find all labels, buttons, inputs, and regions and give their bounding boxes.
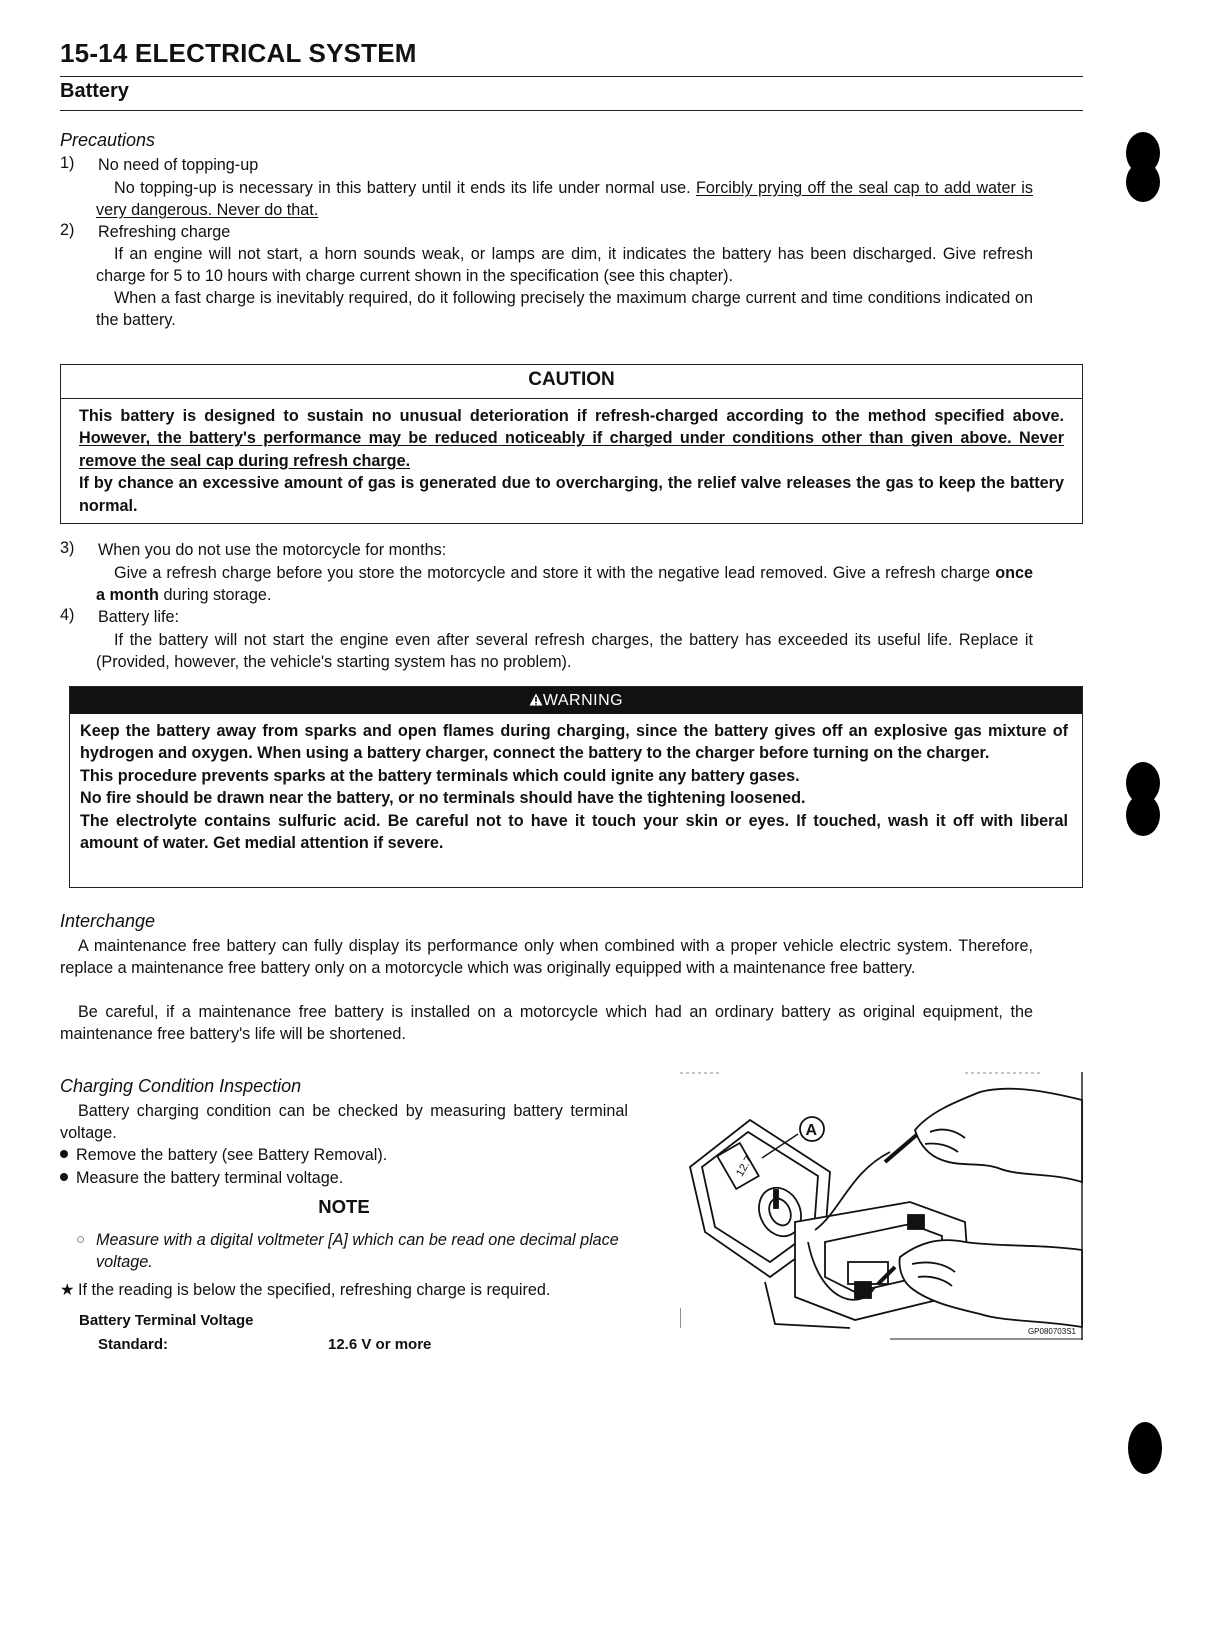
warning-heading-bar [70, 687, 1082, 714]
item-1-body-underlined: Forcibly prying off the seal cap to add water is very dangerous. Never do that. [96, 179, 1033, 219]
warning-paragraph: Keep the battery away from sparks and open flames during charging, since the battery gives off an explosive gas mixture of hydrogen and oxygen. When using a battery charger, connect the battery to the charger before turning on the charger. [80, 722, 1068, 763]
item-4-title: Battery life: [98, 608, 179, 626]
section-rule [60, 110, 1083, 111]
note-marker: ○ [76, 1231, 86, 1248]
item-3-body-b: during storage. [158, 586, 272, 604]
item-3-body-a: Give a refresh charge before you store the motorcycle and store it with the negative lead removed. Give a refresh charge [114, 564, 996, 582]
bullet-icon [60, 1173, 68, 1181]
figure-code: GP080703S1 [1027, 1327, 1076, 1336]
page-title: 15-14 ELECTRICAL SYSTEM [60, 38, 417, 68]
binding-hole-mark [1126, 794, 1160, 836]
item-1-number: 1) [60, 154, 75, 172]
warning-heading: WARNING [542, 692, 624, 709]
item-3-body [96, 562, 1033, 606]
caution-heading: CAUTION [528, 369, 615, 390]
caution-body [79, 405, 1064, 517]
item-2-para1: If an engine will not start, a horn sounds weak, or lamps are dim, it indicates the battery has been discharged. Give refresh charge for 5 to 10 hours with charge current shown in the specification (see this chapter). [96, 245, 1033, 285]
item-2-title: Refreshing charge [98, 223, 231, 241]
interchange-para1: A maintenance free battery can fully display its performance only when combined with a proper vehicle electric system. Therefore, replace a maintenance free battery only on a motorcycle which was originally equipped with a maintenance free battery. [60, 937, 1033, 977]
warning-box [69, 686, 1083, 888]
voltmeter-illustration [680, 1072, 1083, 1340]
charging-heading: Charging Condition Inspection [60, 1076, 302, 1096]
bullet-text: Remove the battery (see Battery Removal). [76, 1146, 388, 1164]
item-4-number: 4) [60, 606, 75, 624]
caution-separator [61, 398, 1082, 399]
item-3-title: When you do not use the motorcycle for months: [98, 541, 447, 559]
charging-bullet [60, 1167, 343, 1189]
star-text: If the reading is below the specified, refreshing charge is required. [78, 1281, 551, 1299]
spec-value: 12.6 V or more [328, 1336, 432, 1353]
warning-paragraph: This procedure prevents sparks at the battery terminals which could ignite any battery gases. [80, 766, 800, 785]
spec-title: Battery Terminal Voltage [79, 1312, 254, 1329]
interchange-para2: Be careful, if a maintenance free battery is installed on a motorcycle which had an ordinary battery as original equipment, the maintenance free battery's life will be shortened. [60, 1003, 1033, 1043]
charging-intro: Battery charging condition can be checked by measuring battery terminal voltage. [60, 1102, 628, 1142]
item-3-body-bold: once a month [96, 564, 1033, 604]
callout-label: A [805, 1122, 818, 1139]
star-marker: ★ [60, 1281, 75, 1299]
precautions-heading: Precautions [60, 130, 156, 150]
warning-triangle-icon [529, 693, 543, 706]
caution-line1-plain: This battery is designed to sustain no unusual deterioration if refresh-charged according to the method specified above. [79, 407, 1064, 425]
section-title: Battery [60, 80, 129, 102]
warning-body [80, 720, 1068, 854]
spec-label: Standard: [98, 1336, 169, 1353]
item-1-body-plain: No topping-up is necessary in this battery until it ends its life under normal use. [114, 179, 696, 197]
item-3-number: 3) [60, 539, 75, 557]
item-1-title: No need of topping-up [98, 156, 259, 174]
bullet-text: Measure the battery terminal voltage. [76, 1169, 344, 1187]
interchange-heading: Interchange [60, 911, 156, 931]
warning-paragraph: The electrolyte contains sulfuric acid. Be careful not to have it touch your skin or eyes. If touched, wash it off with liberal amount of water. Get medial attention if severe. [80, 811, 1068, 853]
note-text: Measure with a digital voltmeter [A] which can be read one decimal place voltage. [96, 1231, 619, 1271]
bullet-icon [60, 1150, 68, 1158]
warning-paragraph: No fire should be drawn near the battery, or no terminals should have the tightening loosened. [80, 789, 806, 808]
note-heading: NOTE [318, 1196, 370, 1217]
caution-line2: If by chance an excessive amount of gas is generated due to overcharging, the relief valve releases the gas to keep the battery normal. [79, 474, 1064, 515]
meter-display-text: 12.7 [734, 1154, 756, 1179]
binding-hole-mark [1128, 1422, 1162, 1474]
item-2-para2: When a fast charge is inevitably required, do it following precisely the maximum charge current and time conditions indicated on the battery. [96, 289, 1033, 329]
caution-box [60, 364, 1083, 524]
item-2-number: 2) [60, 221, 75, 239]
item-1-body [96, 177, 1033, 221]
charging-bullet [60, 1144, 387, 1166]
binding-hole-mark [1126, 162, 1160, 202]
voltmeter-figure [680, 1072, 1083, 1340]
caution-line1-underlined: However, the battery's performance may be reduced noticeably if charged under conditions other than given above. Never remove the seal cap during refresh charge. [79, 429, 1064, 470]
item-4-body: If the battery will not start the engine even after several refresh charges, the battery has exceeded its useful life. Replace it (Provided, however, the vehicle's starting system has no problem). [96, 631, 1033, 671]
header-rule [60, 76, 1083, 77]
